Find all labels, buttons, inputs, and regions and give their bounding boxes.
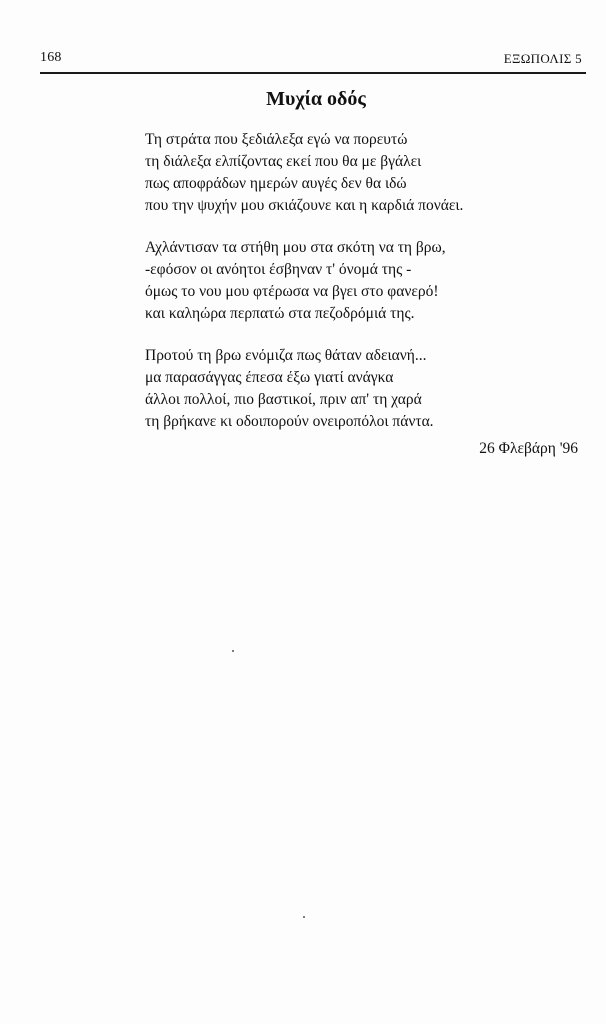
poem-date: 26 Φλεβάρη '96: [479, 440, 578, 457]
stanza-1: [145, 129, 575, 217]
header-divider: [40, 72, 586, 74]
poem-line: Αχλάντισαν τα στήθη μου στα σκότη να τη βρω,: [145, 239, 446, 256]
poem-line: τη βρήκανε κι οδοιπορούν ονειροπόλοι πάντα.: [145, 413, 434, 430]
poem-line: μα παρασάγγας έπεσα έξω γιατί ανάγκα: [145, 369, 394, 386]
poem-line: και καληώρα περπατώ στα πεζοδρόμιά της.: [145, 305, 415, 322]
stanza-3: [145, 345, 575, 433]
poem-line: άλλοι πολλοί, πιο βαστικοί, πριν απ' τη χαρά: [145, 391, 422, 408]
poem-line: τη διάλεξα ελπίζοντας εκεί που θα με βγάλει: [145, 153, 422, 170]
poem-line: Προτού τη βρω ενόμιζα πως θάταν αδειανή...: [145, 347, 427, 364]
poem-line: Τη στράτα που ξεδιάλεξα εγώ να πορευτώ: [145, 131, 408, 148]
poem-title: Μυχία οδός: [266, 88, 366, 110]
scan-speck: [303, 916, 305, 918]
poem-line: που την ψυχήν μου σκιάζουνε και η καρδιά πονάει.: [145, 197, 464, 214]
page-number: 168: [40, 50, 62, 65]
poem-line: πως αποφράδων ημερών αυγές δεν θα ιδώ: [145, 175, 407, 192]
poem-line: -εφόσον οι ανόητοι έσβηναν τ' όνομά της -: [145, 261, 412, 278]
stanza-2: [145, 237, 575, 325]
journal-title: ΕΞΩΠΟΛΙΣ 5: [503, 51, 582, 66]
scan-speck: [232, 650, 234, 652]
poem-body: [145, 129, 575, 453]
poem-line: όμως το νου μου φτέρωσα να βγει στο φανερό!: [145, 283, 439, 300]
